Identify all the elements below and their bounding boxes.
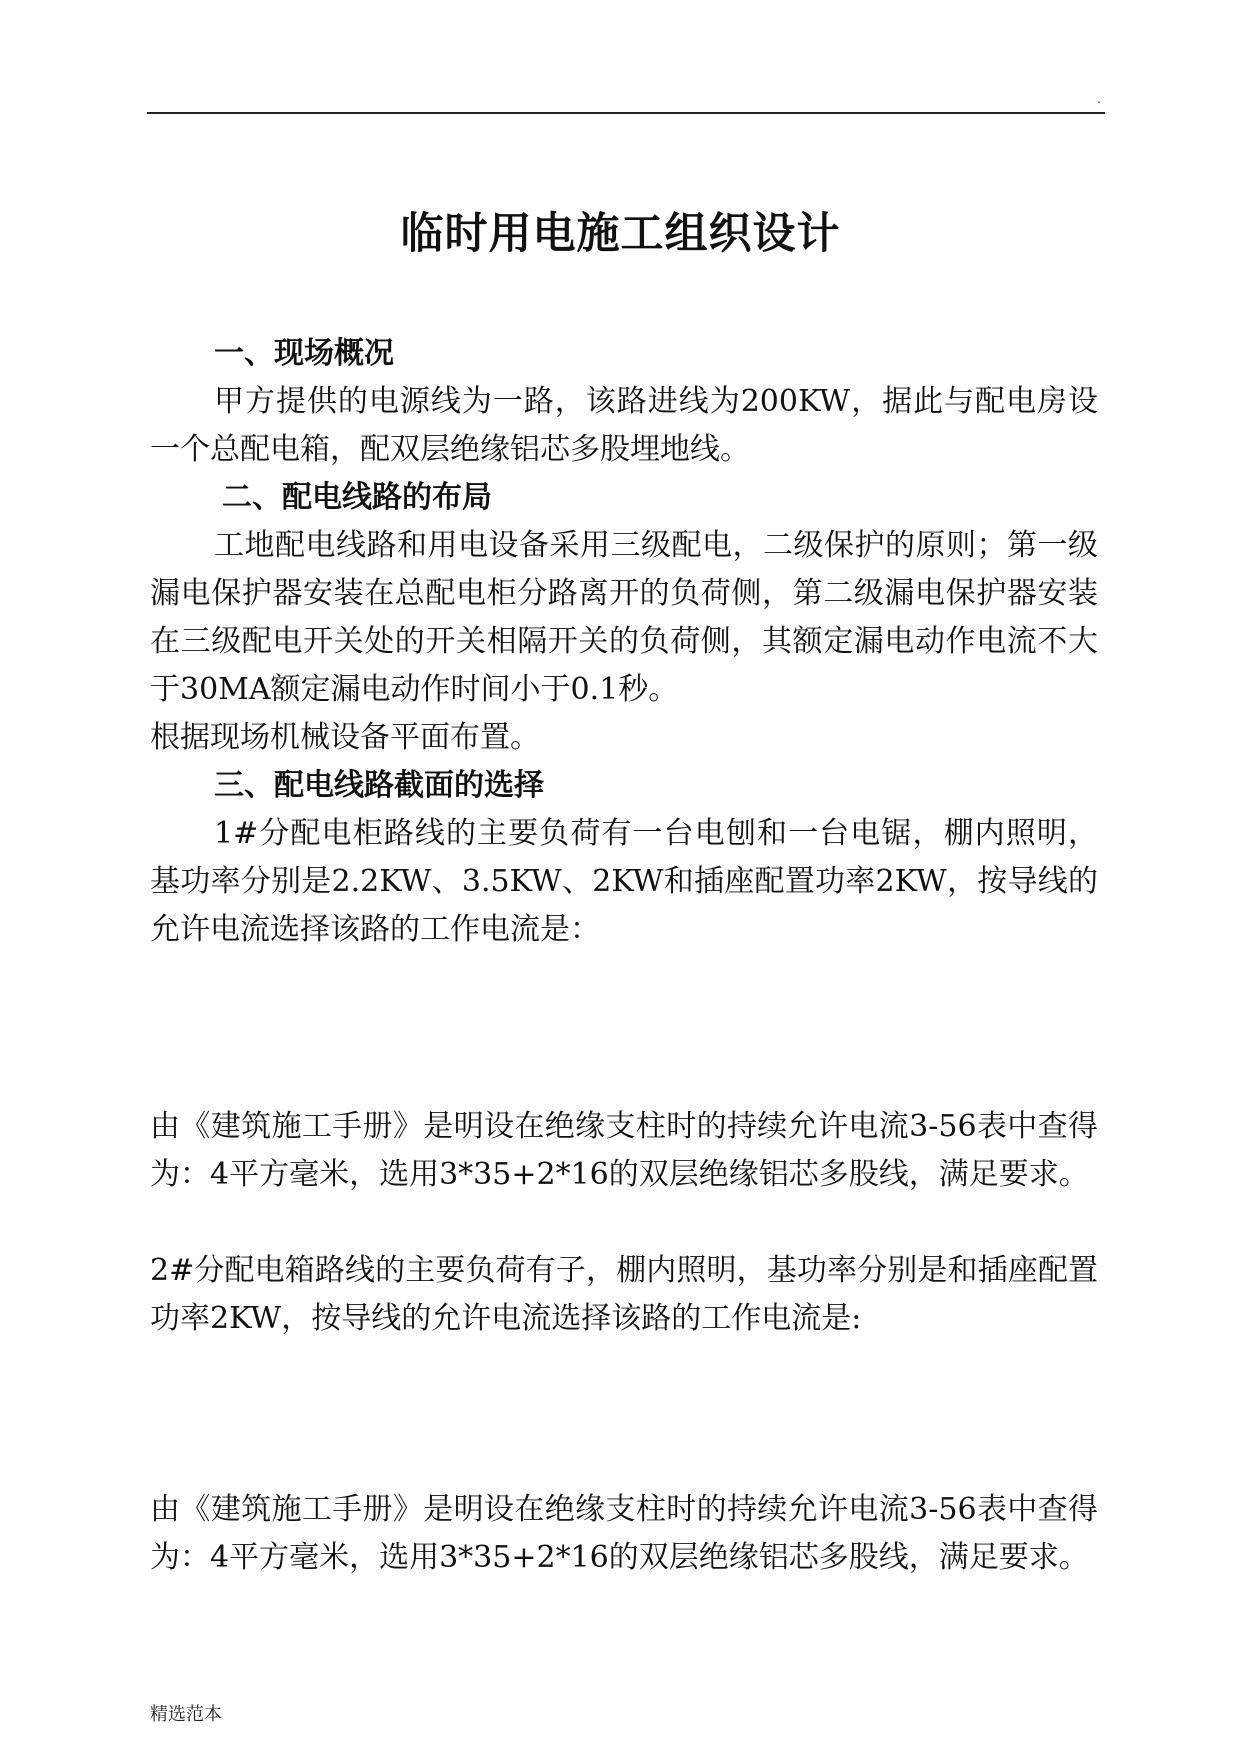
footer-label: 精选范本: [150, 1704, 222, 1725]
section-2-heading: 二、配电线路的布局: [222, 480, 492, 515]
header-dot: .: [1097, 92, 1101, 106]
section-3-paragraph-3: 2#分配电箱路线的主要负荷有子，棚内照明，基功率分别是和插座配置功率2KW，按导线的允许电流选择该路的工作电流是:: [150, 1253, 1098, 1336]
document-title: 临时用电施工组织设计: [400, 209, 841, 259]
header-rule: [147, 112, 1105, 114]
section-3-paragraph-1: 1#分配电柜路线的主要负荷有一台电刨和一台电锯，棚内照明，基功率分别是2.2KW、3.5KW、2KW和插座配置功率2KW，按导线的允许电流选择该路的工作电流是：: [150, 816, 1098, 947]
section-2-paragraph: 工地配电线路和用电设备采用三级配电，二级保护的原则；第一级漏电保护器安装在总配电柜分路离开的负荷侧，第二级漏电保护器安装在三级配电开关处的开关相隔开关的负荷侧，其额定漏电动作电流不大于30MA额定漏电动作时间小于0.1秒。: [150, 528, 1098, 707]
section-3-paragraph-4: 由《建筑施工手册》是明设在绝缘支柱时的持续允许电流3-56表中查得为：4平方毫米，选用3*35+2*16的双层绝缘铝芯多股线，满足要求。: [150, 1492, 1098, 1575]
section-1-paragraph: 甲方提供的电源线为一路，该路进线为200KW，据此与配电房设一个总配电箱，配双层绝缘铝芯多股埋地线。: [150, 384, 1098, 467]
section-3-heading: 三、配电线路截面的选择: [214, 768, 544, 803]
section-3-paragraph-2: 由《建筑施工手册》是明设在绝缘支柱时的持续允许电流3-56表中查得为：4平方毫米，选用3*35+2*16的双层绝缘铝芯多股线，满足要求。: [150, 1109, 1098, 1192]
section-1-heading: 一、现场概况: [214, 336, 394, 371]
section-2-paragraph-2: 根据现场机械设备平面布置。: [150, 720, 540, 755]
